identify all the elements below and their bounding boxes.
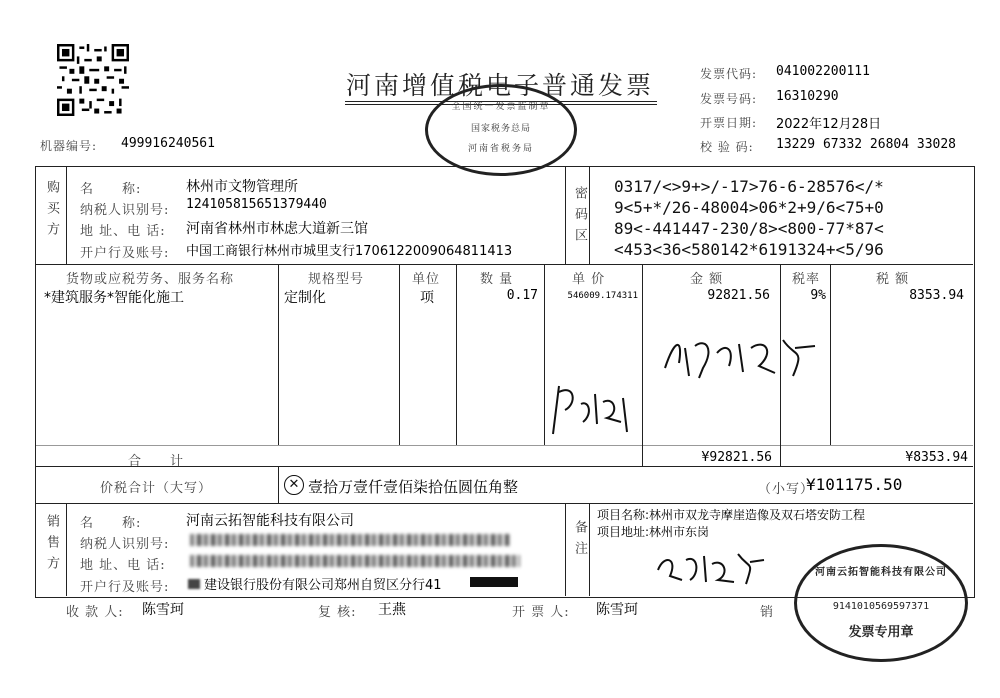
buyer-addr: 河南省林州市林虑大道新三馆 [186,221,368,237]
invoice-code: 041002200111 [776,64,870,79]
item-name: *建筑服务*智能化施工 [44,290,184,306]
cipher-side-label: 密码区 [572,186,587,249]
col-divider-unit [399,265,400,445]
drawer-label: 开 票 人: [512,605,570,620]
redacted-taxid [190,534,510,546]
seal-line-1: 全国统一发票监制章 [451,102,551,112]
payee: 陈雪珂 [142,602,184,618]
seller-bank: 建设银行股份有限公司郑州自贸区分行41 [204,578,442,593]
buyer-taxid-label: 纳税人识别号: [80,203,170,218]
cipher-label-divider [589,167,590,264]
machine-no: 499916240561 [121,136,215,151]
col-header-unit: 单位 [412,272,441,287]
total-amount: ¥92821.56 [701,450,772,465]
invoice-title: 河南增值税电子普通发票 [346,71,655,100]
redacted-bank-prefix [188,579,200,589]
date-label: 开票日期: [700,116,758,130]
drawer: 陈雪珂 [596,602,638,618]
cipher-block [614,176,884,260]
redacted-address [190,555,520,567]
seller-addr-label: 地 址、电 话: [80,558,166,573]
invoice-special-seal [794,544,968,662]
handwritten-signature-1 [655,318,825,388]
item-tax: 8353.94 [909,288,964,303]
redacted-bank-account [470,577,518,587]
col-header-tax: 税 额 [876,272,910,287]
qr-code [57,44,129,116]
remark-project-addr: 项目地址:林州市东岗 [597,525,710,539]
grand-total-small: ¥101175.50 [806,475,903,494]
buyer-bank-label: 开户行及账号: [80,246,170,261]
check-code: 13229 67332 26804 33028 [776,137,957,152]
col-header-name: 货物或应税劳务、服务名称 [66,272,235,287]
seal-line-3: 河南省税务局 [467,144,534,154]
subtotal-line [36,445,973,446]
col-header-amount: 金 额 [690,272,724,287]
seller-side-label: 销售方 [44,514,59,577]
buyer-bank: 中国工商银行林州市城里支行1706122009064811413 [186,244,513,259]
seller-name-label: 名 称: [80,516,142,531]
total-bottom-line [36,503,973,504]
grand-total-label: 价税合计（大写） [100,481,213,496]
item-price: 546009.174311 [567,291,638,301]
cipher-left-divider [565,167,566,264]
seller-name: 河南云拓智能科技有限公司 [186,513,354,529]
handwritten-signature-2 [545,374,640,444]
col-header-price: 单 价 [572,272,606,287]
col-divider-spec [278,265,279,445]
col-header-spec: 规格型号 [308,272,365,287]
cipher-line: 9<5+*/26-48004>06*2+9/6<75+0 [614,198,884,217]
total-tax: ¥8353.94 [905,450,968,465]
seal-label: 发票专用章 [848,625,914,640]
buyer-name: 林州市文物管理所 [186,179,298,195]
reviewer: 王燕 [378,602,406,618]
cross-circle-icon: ✕ [284,475,304,495]
invoice-no: 16310290 [776,89,839,104]
invoice-no-label: 发票号码: [700,92,758,106]
col-divider-amount [642,265,643,466]
item-amount: 92821.56 [707,288,770,303]
buyer-side-label: 购买方 [44,180,59,243]
item-spec: 定制化 [284,290,326,306]
buyer-name-label: 名 称: [80,182,142,197]
machine-no-label: 机器编号: [40,139,98,153]
invoice-code-label: 发票代码: [700,67,758,81]
total-divider [278,467,279,503]
seller-side-divider [66,504,67,596]
seller-footer-label: 销 [760,605,775,620]
col-header-rate: 税率 [792,272,821,287]
item-qty: 0.17 [506,288,538,303]
cipher-line: 89<-441447-230/8><800-77*87< [614,219,884,238]
remark-project-name: 项目名称:林州市双龙寺摩崖造像及双石塔安防工程 [597,508,866,522]
supervision-seal [425,84,577,176]
seal-number: 9141010569597371 [832,601,930,612]
col-header-qty: 数 量 [480,272,514,287]
check-code-label: 校 验 码: [700,140,754,154]
remark-label-divider [589,504,590,596]
total-label: 合 计 [128,454,185,469]
invoice-date: 2022年12月28日 [776,117,882,132]
reviewer-label: 复 核: [318,605,357,620]
remark-left-divider [565,504,566,596]
item-rate: 9% [810,288,826,303]
seller-taxid-label: 纳税人识别号: [80,537,170,552]
item-unit: 项 [420,290,434,306]
payee-label: 收 款 人: [66,605,124,620]
col-divider-tax [830,265,831,445]
grand-total-small-label: （小写） [758,482,815,497]
seal-line-2: 国家税务总局 [470,124,531,134]
cipher-line: 0317/<>9+>/-17>76-6-28576</* [614,177,884,196]
buyer-taxid: 124105815651379440 [186,197,327,212]
remarks-side-label: 备注 [572,520,587,562]
handwritten-signature-3 [650,540,770,588]
buyer-addr-label: 地 址、电 话: [80,224,166,239]
seller-bank-label: 开户行及账号: [80,580,170,595]
buyer-bottom-line [36,264,973,265]
grand-total-words: 壹拾万壹仟壹佰柒拾伍圆伍角整 [308,478,519,496]
seal-company: 河南云拓智能科技有限公司 [815,567,947,578]
cipher-line: <453<36<580142*6191324+<5/96 [614,240,884,259]
buyer-side-divider [66,167,67,264]
